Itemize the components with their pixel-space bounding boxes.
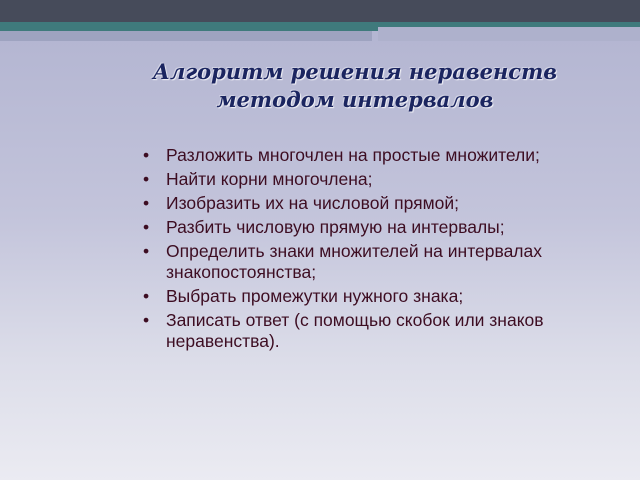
slide-title-line-2: методом интервалов [216,87,494,112]
top-decorative-band [0,0,640,22]
slide-title-line-1: Алгоритм решения неравенств [152,59,558,84]
right-decorative-strip [378,27,640,41]
left-decorative-strip [0,31,372,41]
bullet-item: • Разбить числовую прямую на интервалы; [140,217,600,238]
bullet-item: • Определить знаки множителей на интервалах знакопостоянства; [140,241,600,283]
bullet-item: • Найти корни многочлена; [140,169,600,190]
bullet-item: • Изобразить их на числовой прямой; [140,193,600,214]
bullet-item: • Разложить многочлен на простые множители; [140,145,600,166]
bullet-list [140,145,600,355]
bullet-item: • Записать ответ (с помощью скобок или знаков неравенства). [140,310,600,352]
bullet-item: • Выбрать промежутки нужного знака; [140,286,600,307]
slide-title [110,58,600,114]
